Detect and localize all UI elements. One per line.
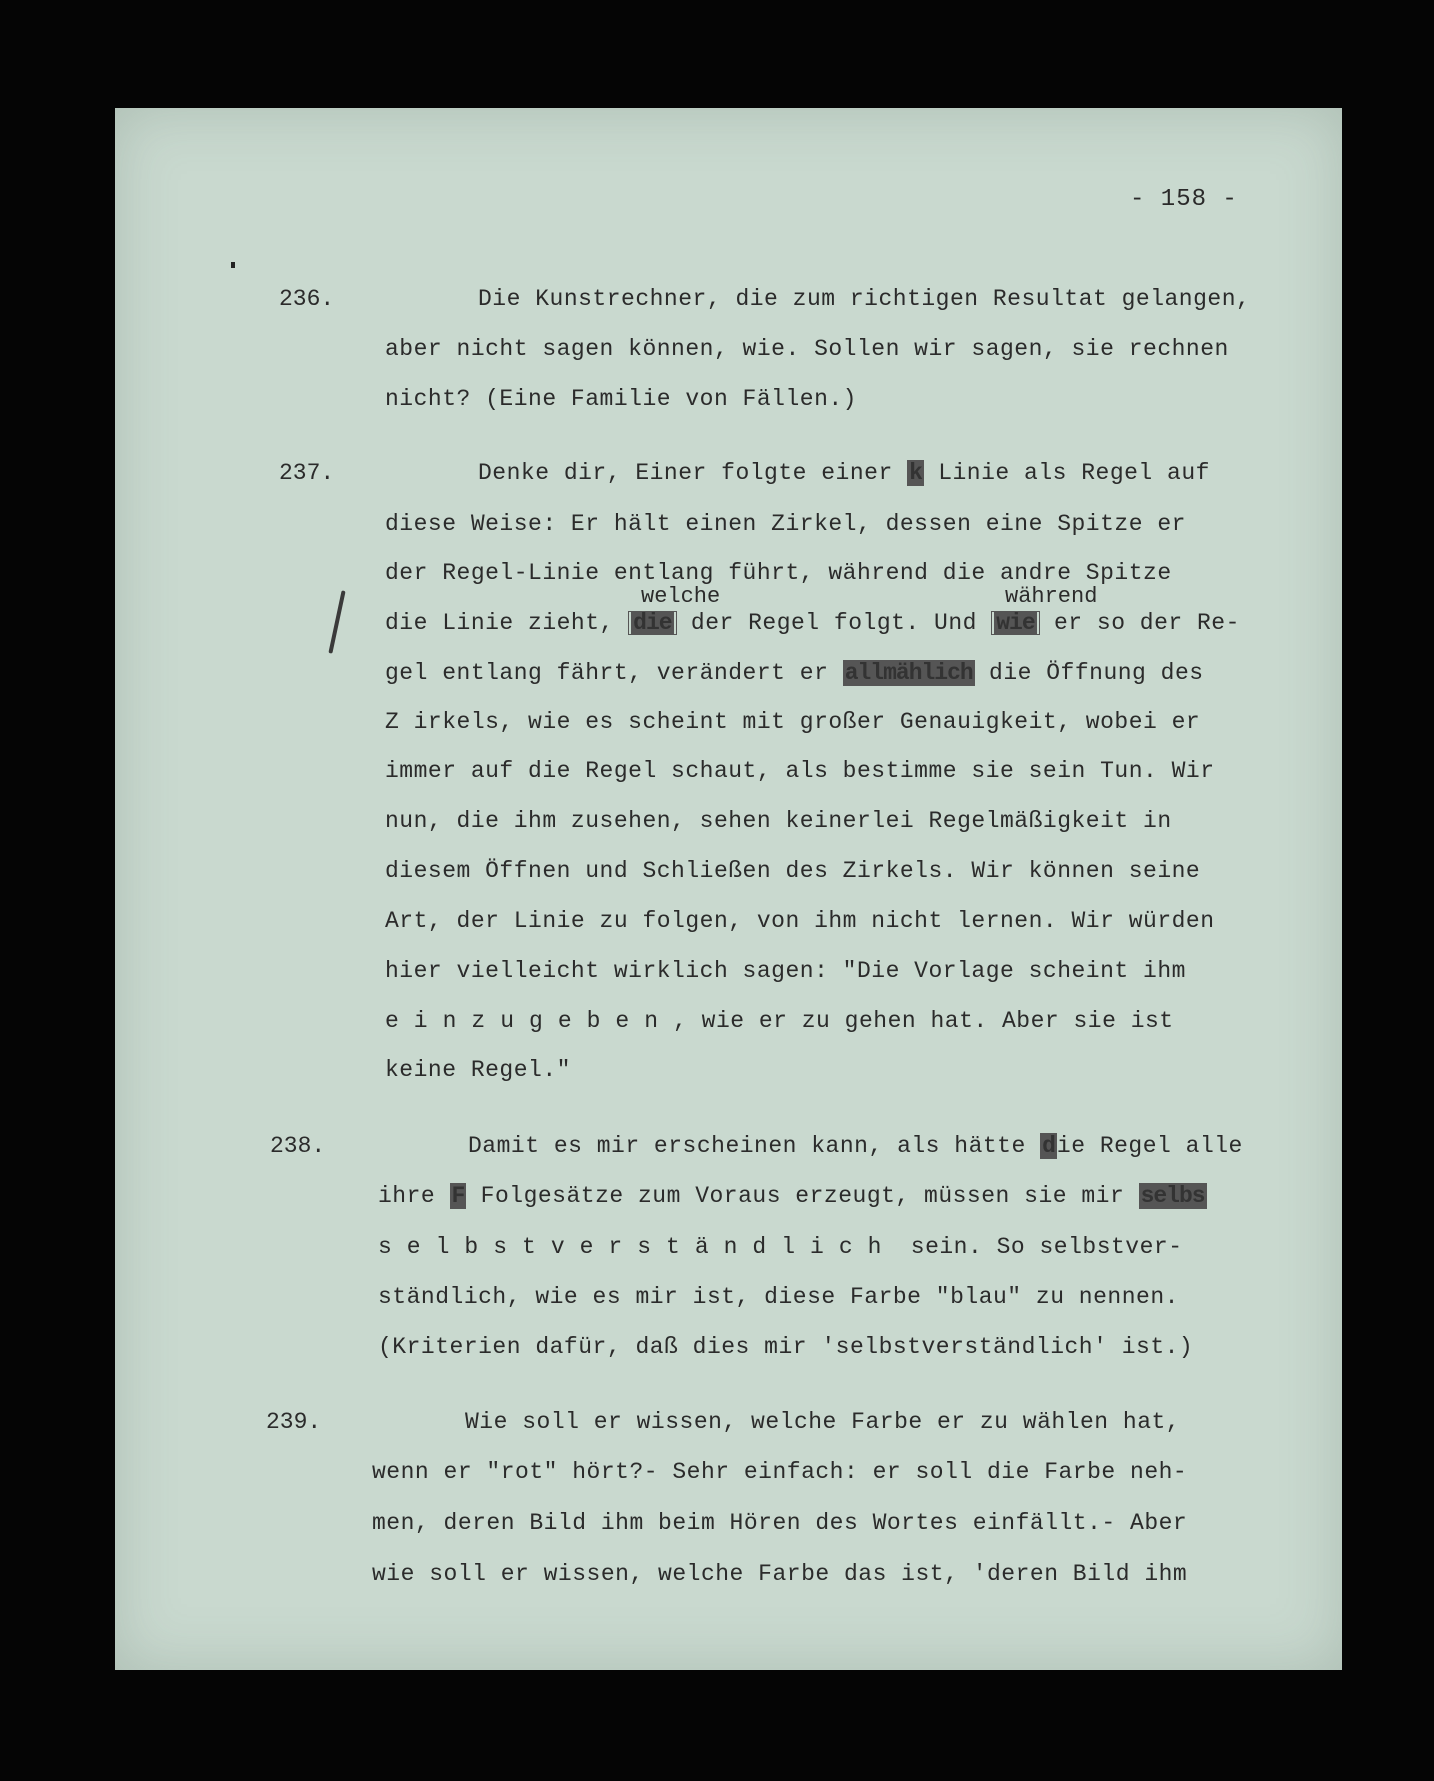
section-number-238: 238.: [270, 1133, 326, 1159]
page-number: - 158 -: [1130, 186, 1238, 213]
text-line: Z irkels, wie es scheint mit großer Genauigkeit, wobei er: [385, 709, 1201, 735]
text-line: Damit es mir erscheinen kann, als hätte die Regel alle: [468, 1133, 1243, 1159]
struck-text: wie: [996, 610, 1035, 636]
struck-text: allmählich: [844, 660, 973, 686]
text-line: wie soll er wissen, welche Farbe das ist, 'deren Bild ihm: [372, 1561, 1188, 1587]
text-line: die Linie zieht, die der Regel folgt. Und wie er so der Re-: [385, 610, 1240, 636]
struck-text: k: [909, 460, 922, 486]
section-number-239: 239.: [266, 1409, 322, 1435]
text-line: men, deren Bild ihm beim Hören des Wortes einfällt.- Aber: [372, 1510, 1188, 1536]
text-line: nicht? (Eine Familie von Fällen.): [385, 386, 857, 412]
text-line: hier vielleicht wirklich sagen: "Die Vorlage scheint ihm: [385, 958, 1186, 984]
text-line: ihre F Folgesätze zum Voraus erzeugt, müssen sie mir selbs: [378, 1183, 1205, 1209]
text-line: Wie soll er wissen, welche Farbe er zu wählen hat,: [465, 1409, 1181, 1435]
text-line: diesem Öffnen und Schließen des Zirkels. Wir können seine: [385, 858, 1201, 884]
text-line: ständlich, wie es mir ist, diese Farbe "blau" zu nennen.: [378, 1284, 1179, 1310]
text-line: gel entlang fährt, verändert er allmählich die Öffnung des: [385, 660, 1204, 686]
text-line: Art, der Linie zu folgen, von ihm nicht lernen. Wir würden: [385, 908, 1215, 934]
struck-text: die: [633, 610, 672, 636]
text-line: der Regel-Linie entlang führt, während die andre Spitze: [385, 560, 1172, 586]
section-number-236: 236.: [279, 286, 335, 312]
text-line: wenn er "rot" hört?- Sehr einfach: er soll die Farbe neh-: [372, 1459, 1188, 1485]
text-line: immer auf die Regel schaut, als bestimme sie sein Tun. Wir: [385, 758, 1215, 784]
handwritten-insertion: welche: [641, 584, 721, 609]
text-line: Denke dir, Einer folgte einer k Linie als Regel auf: [478, 460, 1210, 486]
section-number-237: 237.: [279, 460, 335, 486]
text-line: diese Weise: Er hält einen Zirkel, dessen eine Spitze er: [385, 511, 1186, 537]
handwritten-insertion: während: [1005, 584, 1098, 609]
struck-text: d: [1042, 1133, 1055, 1159]
text-line: aber nicht sagen können, wie. Sollen wir sagen, sie rechnen: [385, 336, 1229, 362]
margin-dot: [231, 262, 235, 268]
text-line: keine Regel.": [385, 1057, 571, 1083]
text-line: (Kriterien dafür, daß dies mir 'selbstverständlich' ist.): [378, 1334, 1194, 1360]
text-line: selbstverständlich sein. So selbstver-: [378, 1234, 1183, 1260]
text-line: nun, die ihm zusehen, sehen keinerlei Regelmäßigkeit in: [385, 808, 1172, 834]
text-line: Die Kunstrechner, die zum richtigen Resultat gelangen,: [478, 286, 1251, 312]
text-line: einzugeben, wie er zu gehen hat. Aber sie ist: [385, 1008, 1174, 1034]
struck-text: selbs: [1140, 1183, 1205, 1209]
struck-text: F: [451, 1183, 465, 1209]
